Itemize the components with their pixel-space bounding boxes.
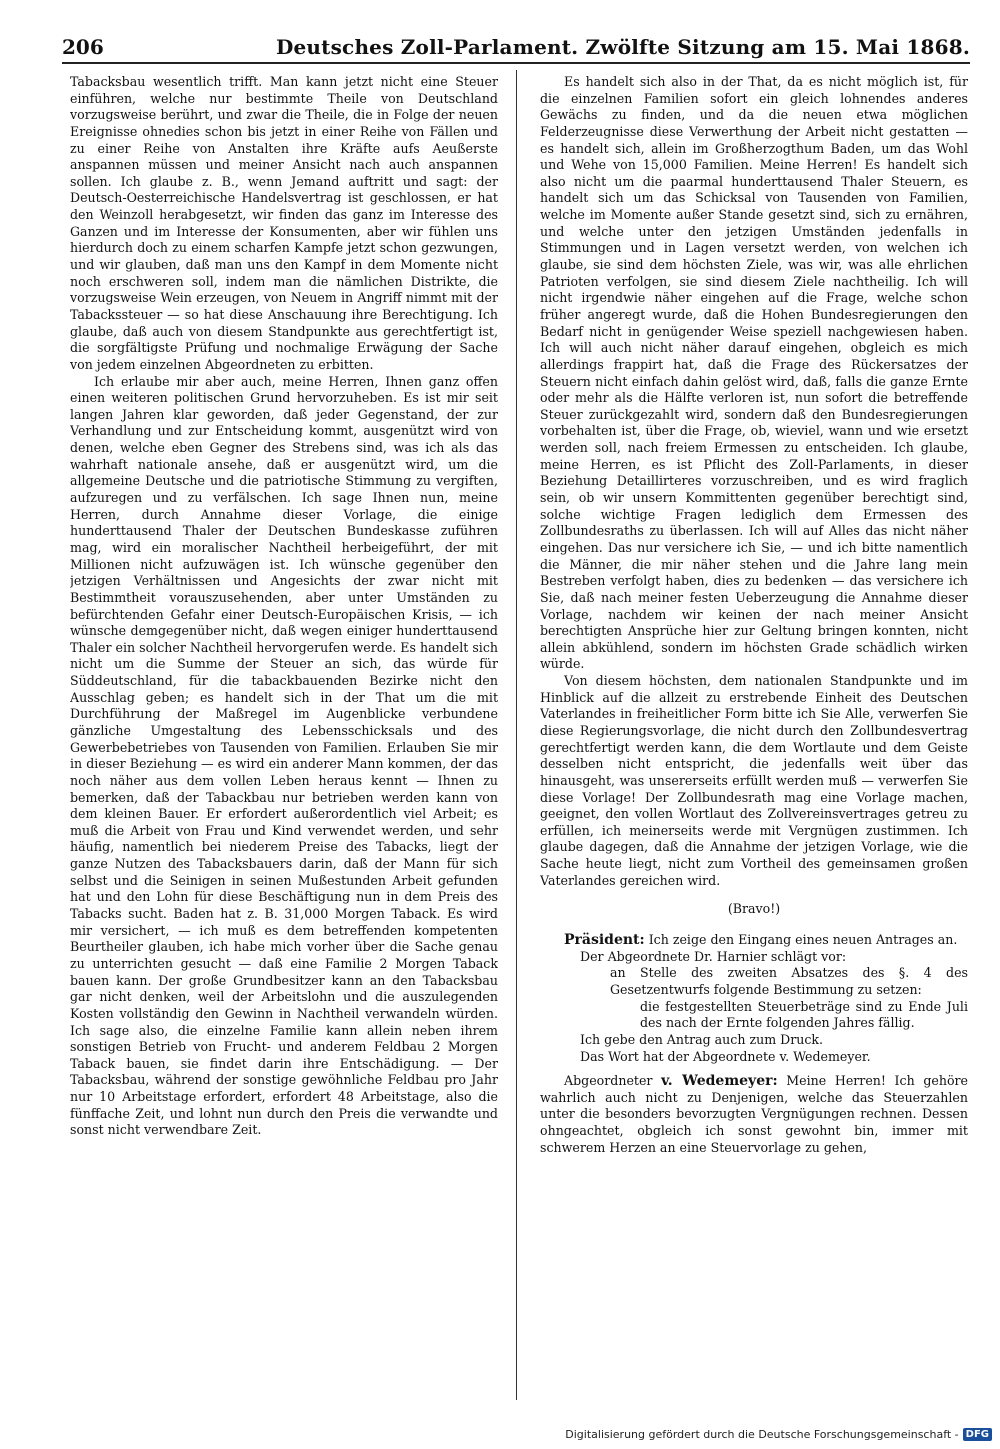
column-divider xyxy=(516,70,517,1400)
bravo-interjection: (Bravo!) xyxy=(727,901,781,917)
page-header xyxy=(62,30,970,64)
paragraph: Ich erlaube mir aber auch, meine Herren, Ihnen ganz offen einen weiteren politischen Grund hervorzuheben. Es ist mir seit langen Jahren klar geworden, daß jeder Gegenstand, der zur Verhandlung und zur Entscheidung kommt, ausgenützt wird von denen, welche eben Gegner des Strebens sind, was ich als das wahrhaft nationale ansehe, daß er ausgenützt wird, um die allgemeine Deutsche und die patriotische Stimmung zu vergiften, aufzuregen und zu verfälschen. Ich sage Ihnen nun, meine Herren, durch Annahme dieser Vorlage, die einige hunderttausend Thaler der Deutschen Bundeskasse zuführen mag, wird ein moralischer Nachtheil herbeigeführt, der mit Millionen nicht aufzuwägen ist. Ich wünsche gegenüber den jetzigen Verhältnissen und Angesichts der zwar nicht mit Bestimmtheit vorauszusehenden, aber unter Umständen zu befürchtenden Gefahr einer Deutsch-Europäischen Krisis, — ich wünsche demgegenüber nicht, daß wegen einiger hunderttausend Thaler ein solcher Nachtheil hervorgerufen werde. Es handelt sich nicht um die Summe der Steuer an sich, das würde für Süddeutschland, für die tabackbauenden Bezirke nicht den Ausschlag geben; es handelt sich in der That um die mit Durchführung der Maßregel im Augenblicke verbundene gänzliche Umgestaltung des Lebensschicksals und des Gewerbebetriebes von Tausenden von Familien. Erlauben Sie mir in dieser Beziehung — es wird ein anderer Mann kommen, der das noch näher aus dem vollen Leben heraus kennt — Ihnen zu bemerken, daß der Tabackbau nur betrieben werden kann von dem kleinen Bauer. Er erfordert außerordentlich viel Arbeit; es muß die Arbeit von Frau und Kind verwendet werden, und sehr häufig, namentlich bei niederem Preise des Tabacks, liegt der ganze Nutzen des Tabacksbauers darin, daß der Mann für sich selbst und die Seinigen in seinen Mußestunden Arbeit gefunden hat und den Lohn für diese Beschäftigung nun in dem Preis des Tabacks sucht. Baden hat z. B. 31,000 Morgen Taback. Es wird mir versichert, — ich muß es dem betreffenden kompetenten Beurtheiler glauben, ich habe mich vorher über die Sache genau zu unterrichten gesucht — daß eine Familie 2 Morgen Taback bauen kann. Der große Grundbesitzer kann an den Tabacksbau gar nicht denken, weil der Arbeitslohn und die auszulegenden Kosten vollständig den Gewinn in Nachtheil verwandeln würden. Ich sage also, die einzelne Familie kann allein neben ihrem sonstigen Betrieb von Frucht- und anderem Feldbau 2 Morgen Taback bauen, sie findet darin ihre Entschädigung. — Der Tabacksbau, während der sonstige gewöhnliche Feldbau pro Jahr nur 10 Arbeitstage erfordert, erfordert 48 Arbeitstage, also die fünffache Zeit, und lohnt nun durch den Preis die verwandte und sonst nicht verwendbare Zeit. xyxy=(70,373,498,1138)
dfg-logo-icon: DFG xyxy=(963,1428,992,1441)
president-statement xyxy=(540,932,968,949)
statement-text: Meine Herren! Ich gehöre wahrlich auch nicht zu Denjenigen, welche das Steuerzahlen unter die besonders bevorzugten Vergnügungen rechnen. Dessen ohngeachtet, obgleich ich sonst gewohnt bin, immer mit schwerem Herzen an eine Steuervorlage zu gehen, xyxy=(540,1073,968,1155)
digitization-footer xyxy=(565,1428,992,1441)
paragraph: Es handelt sich also in der That, da es nicht möglich ist, für die einzelnen Familien sofort ein gleich lohnendes anderes Gewächs zu finden, und da die neuen etwa möglichen Felderzeugnisse diese Verwerthung der Arbeit nicht gestatten — es handelt sich, allein im Großherzogthum Baden, um das Wohl und Wehe von 15,000 Familien. Meine Herren! Es handelt sich also nicht um die paarmal hunderttausend Thaler Steuern, es handelt sich um das Schicksal von Tausenden von Familien, welche im Momente außer Stande gesetzt sind, sich zu ernähren, und welche unter den jetzigen Umständen jedenfalls in Stimmungen und in Lagen versetzt werden, von welchen ich glaube, sie sind dem höchsten Ziele, was wir, was alle ehrlichen Patrioten verfolgen, sie sind diesem Ziele nachtheilig. Ich will nicht irgendwie näher eingehen auf die Frage, welche schon früher angeregt wurde, daß die Hohen Bundesregierungen den Bedarf nicht in genügender Weise speziell nachgewiesen haben. Ich will auch nicht näher darauf eingehen, obgleich es mich allerdings frappirt hat, daß die Frage des Rückersatzes der Steuern nicht einfach dahin gelöst wird, daß, falls die ganze Ernte oder mehr als die Hälfte verloren ist, nun sofort die betreffende Steuer zurückgezahlt wird, sondern daß den Bundesregierungen vorbehalten ist, über die Frage, ob, wieviel, wann und wie ersetzt werden soll, nach freiem Ermessen zu entscheiden. Ich glaube, meine Herren, es ist Pflicht des Zoll-Parlaments, in dieser Beziehung Detaillirteres vorzuschreiben, und es wird fraglich sein, ob wir unsern Kommittenten gegenüber berechtigt sind, solche wichtige Fragen lediglich dem Ermessen des Zollbundesraths zu überlassen. Ich will auf Alles das nicht näher eingehen. Das nur versichere ich Sie, — und ich bitte namentlich die Männer, die mir näher stehen und die Jahre lang mein Bestreben verfolgt haben, dies zu bedenken — das versichere ich Sie, daß nach meiner festen Ueberzeugung die Annahme dieser Vorlage, nachdem wir keinen der nach meiner Ansicht berechtigten Ansprüche hier zur Geltung bringen konnten, nicht allein abkühlend, sondern im höchsten Grade schädlich wirken würde. xyxy=(540,74,968,672)
motion-intro: Der Abgeordnete Dr. Harnier schlägt vor: xyxy=(580,948,847,964)
footer-credit: Digitalisierung gefördert durch die Deutsche Forschungsgemeinschaft - xyxy=(565,1428,959,1441)
running-head: Deutsches Zoll-Parlament. Zwölfte Sitzung am 15. Mai 1868. xyxy=(275,35,970,59)
right-column xyxy=(540,74,968,1402)
speaker-name: Präsident: xyxy=(564,932,645,949)
speaker-name: v. Wedemeyer: xyxy=(661,1073,778,1090)
motion-block xyxy=(540,949,968,1065)
left-column xyxy=(70,74,498,1402)
spacer xyxy=(540,1065,968,1073)
page-number: 206 xyxy=(62,35,104,59)
paragraph: Von diesem höchsten, dem nationalen Standpunkte und im Hinblick auf die allzeit zu erstrebende Einheit des Deutschen Vaterlandes in freiheitlicher Form bitte ich Sie Alle, verwerfen Sie diese Regierungsvorlage, die nicht durch den Zollbundesvertrag gerechtfertigt werden kann, die dem Wortlaute und dem Geiste desselben nicht entspricht, die jedenfalls weit über das hinausgeht, was unsererseits erfüllt werden muß — verwerfen Sie diese Vorlage! Der Zollbundesrath mag eine Vorlage machen, geeignet, den vollen Wortlaut des Zollvereinsvertrages getreu zu erfüllen, ich meinerseits werde mit Vergnügen zustimmen. Ich glaube dagegen, daß die Annahme der jetzigen Vorlage, wie die Sache heute liegt, nicht zum Vortheil des gemeinsamen großen Vaterlandes gereichen wird. xyxy=(540,673,968,888)
motion-body: an Stelle des zweiten Absatzes des §. 4 des Gesetzentwurfs folgende Bestimmung zu setzen: xyxy=(610,965,968,997)
wedemeyer-statement xyxy=(540,1073,968,1156)
motion-text: die festgestellten Steuerbeträge sind zu Ende Juli des nach der Ernte folgenden Jahres fällig. xyxy=(640,998,968,1031)
speaker-prefix: Abgeordneter xyxy=(564,1073,653,1089)
paragraph: Tabacksbau wesentlich trifft. Man kann jetzt nicht eine Steuer einführen, welche nur bestimmte Theile von Deutschland vorzugsweise berührt, und zwar die Theile, die in Folge der neuen Ereignisse ohnedies schon bis jetzt in einer Reihe von Fällen und zu einer Reihe von Anstalten ihre Kräfte aufs Aeußerste anspannen müssen und meiner Ansicht nach auch anspannen sollen. Ich glaube z. B., wenn Jemand auftritt und sagt: der Deutsch-Oesterreichische Handelsvertrag ist geschlossen, er hat den Weinzoll herabgesetzt, wir finden das ganz im Interesse des Ganzen und im Interesse der Konsumenten, aber wir fühlen uns hierdurch doch zu einem scharfen Kampfe jetzt schon gezwungen, und wir glauben, daß man uns den Kampf in dem Momente nicht noch erschweren soll, indem man die nämlichen Distrikte, die vorzugsweise Wein erzeugen, von Neuem in Angriff nimmt mit der Tabackssteuer — so hat diese Anschauung ihre Berechtigung. Ich glaube, daß auch von diesem Standpunkte aus gerechtfertigt ist, die sorgfältigste Prüfung und nochmalige Erwägung der Sache von jedem einzelnen Abgeordneten zu erbitten. xyxy=(70,74,498,372)
floor-note: Das Wort hat der Abgeordnete v. Wedemeyer. xyxy=(580,1048,871,1064)
statement-text: Ich zeige den Eingang eines neuen Antrages an. xyxy=(648,932,958,948)
print-note: Ich gebe den Antrag auch zum Druck. xyxy=(580,1031,824,1047)
